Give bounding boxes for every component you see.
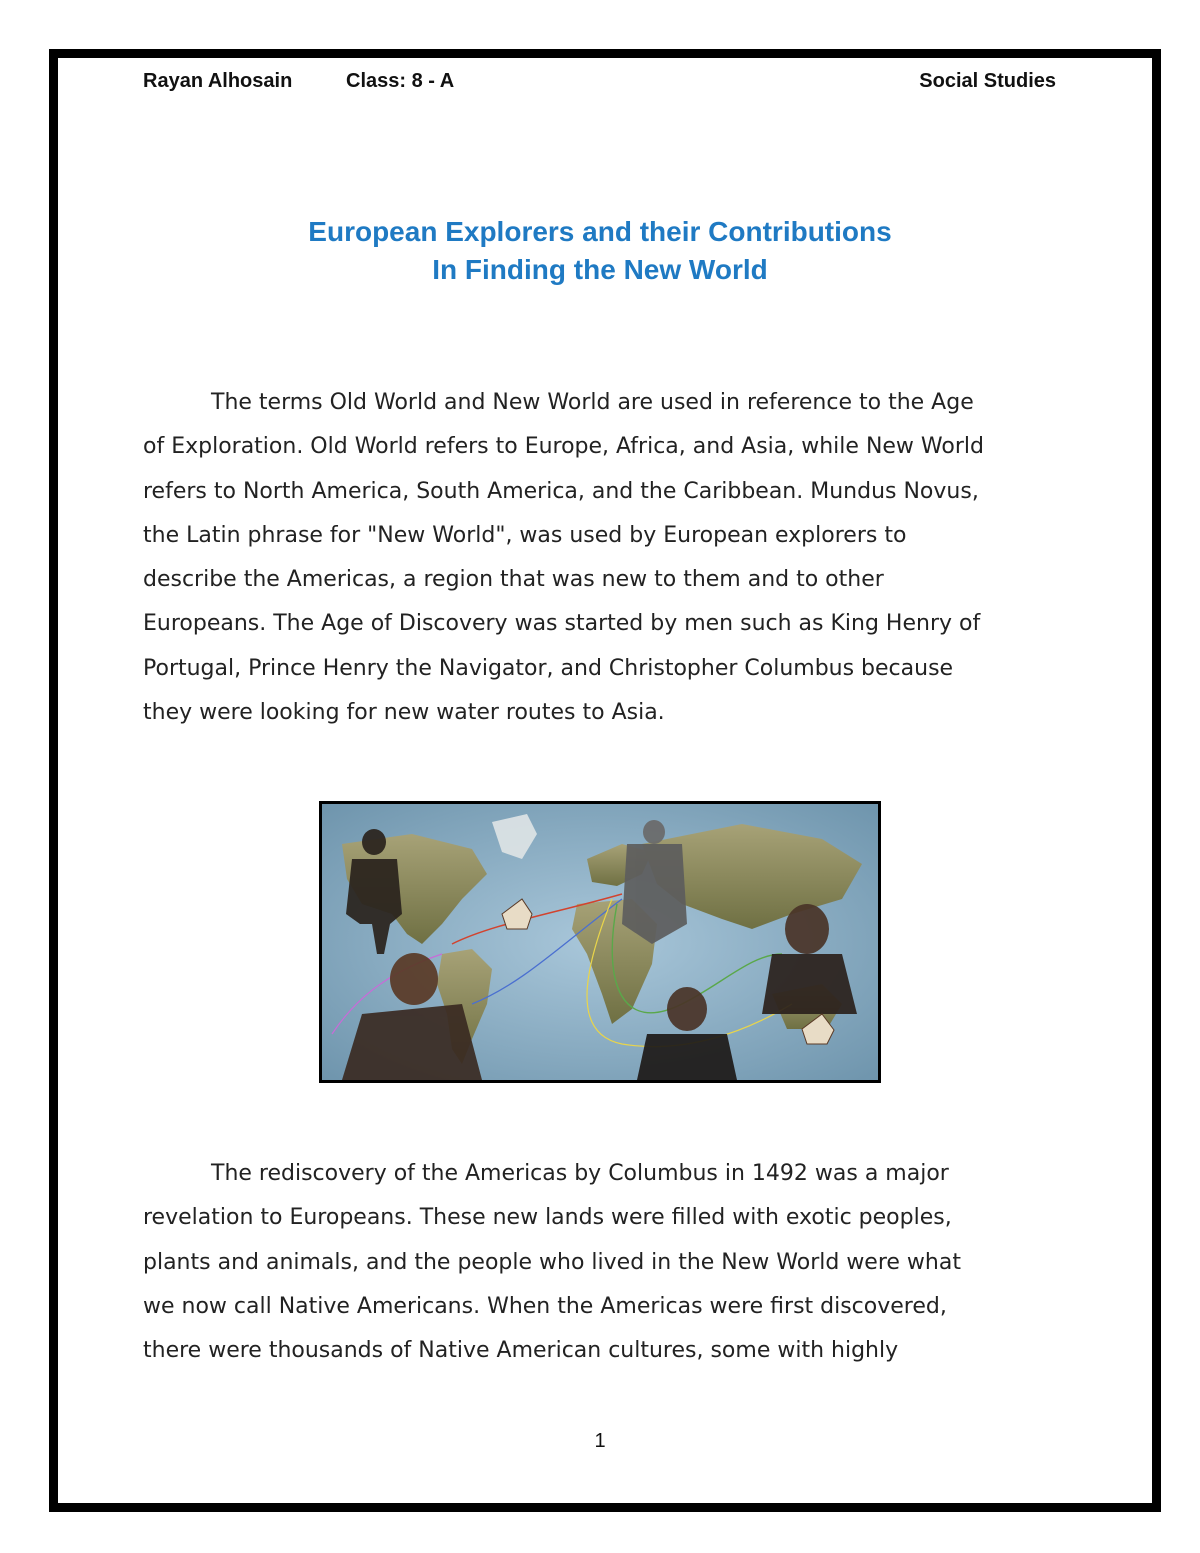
paragraph-line: The terms Old World and New World are used in reference to the Age: [211, 390, 974, 415]
class-label: Class: 8 - A: [346, 70, 455, 92]
document-title: [100, 213, 1100, 289]
paragraph-line: refers to North America, South America, and the Caribbean. Mundus Novus,: [143, 478, 979, 504]
document-header: [143, 70, 1056, 100]
paragraph-line: Portugal, Prince Henry the Navigator, and Christopher Columbus because: [143, 655, 954, 681]
student-name: Rayan Alhosain: [143, 70, 293, 92]
paragraph-line: The rediscovery of the Americas by Columbus in 1492 was a major: [211, 1161, 949, 1186]
paragraph-line: plants and animals, and the people who lived in the New World were what: [143, 1249, 961, 1275]
page-number: 1: [594, 1430, 606, 1452]
paragraph-line: the Latin phrase for "New World", was used by European explorers to: [143, 522, 907, 548]
world-map-explorers-illustration-icon: [322, 804, 878, 1080]
paragraph-line: describe the Americas, a region that was new to them and to other: [143, 567, 884, 593]
paragraph-line: Europeans. The Age of Discovery was started by men such as King Henry of: [143, 611, 981, 637]
paragraph-line: we now call Native Americans. When the Americas were first discovered,: [143, 1293, 947, 1319]
paragraph-line: of Exploration. Old World refers to Europe, Africa, and Asia, while New World: [143, 434, 984, 460]
subject-label: Social Studies: [919, 70, 1056, 92]
title-line-2: In Finding the New World: [432, 254, 768, 285]
paragraph-line: there were thousands of Native American cultures, some with highly: [143, 1338, 899, 1364]
paragraph-2: [143, 1152, 1063, 1373]
title-line-1: European Explorers and their Contributions: [308, 216, 892, 247]
paragraph-1: [143, 381, 1063, 735]
explorers-map-image: [319, 801, 881, 1083]
paragraph-line: they were looking for new water routes to Asia.: [143, 700, 665, 726]
paragraph-line: revelation to Europeans. These new lands were filled with exotic peoples,: [143, 1205, 952, 1231]
